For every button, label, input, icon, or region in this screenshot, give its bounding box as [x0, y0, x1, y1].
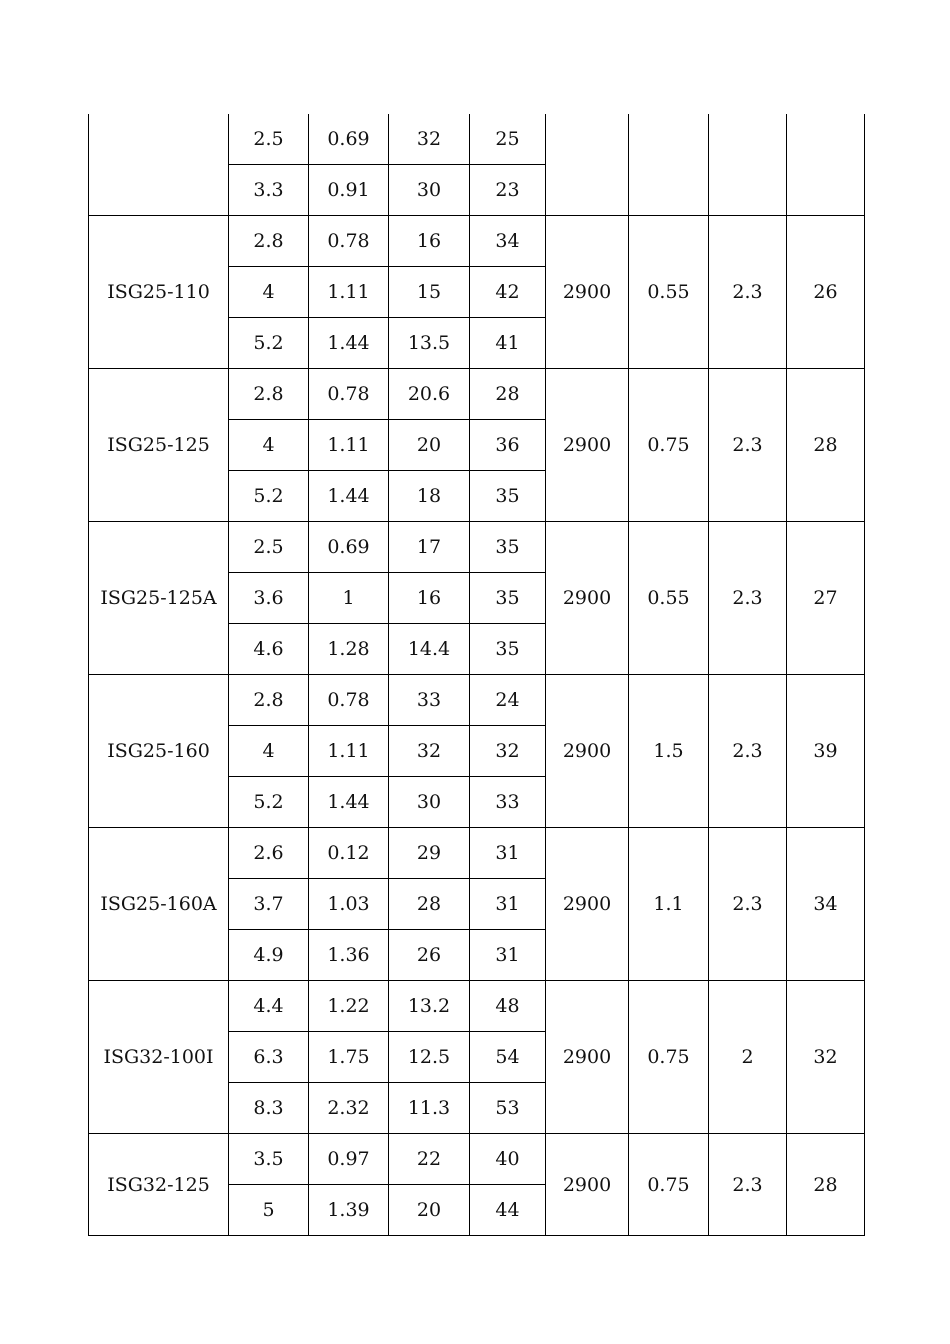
flow-ls-cell: 1.22 — [309, 981, 389, 1032]
efficiency-cell: 31 — [470, 879, 546, 930]
speed-cell — [546, 114, 629, 216]
flow-cell: 4.4 — [229, 981, 309, 1032]
flow-cell: 2.8 — [229, 216, 309, 267]
head-cell: 29 — [389, 828, 470, 879]
pump-spec-table — [88, 114, 865, 1236]
flow-cell: 5.2 — [229, 471, 309, 522]
npsh-cell — [709, 114, 787, 216]
power-cell: 0.55 — [629, 216, 709, 369]
head-cell: 18 — [389, 471, 470, 522]
speed-cell: 2900 — [546, 675, 629, 828]
weight-cell: 32 — [787, 981, 865, 1134]
speed-cell: 2900 — [546, 828, 629, 981]
speed-cell: 2900 — [546, 216, 629, 369]
head-cell: 11.3 — [389, 1083, 470, 1134]
flow-ls-cell: 1.44 — [309, 777, 389, 828]
power-cell: 0.75 — [629, 981, 709, 1134]
speed-cell: 2900 — [546, 369, 629, 522]
head-cell: 26 — [389, 930, 470, 981]
flow-cell: 5 — [229, 1185, 309, 1236]
efficiency-cell: 48 — [470, 981, 546, 1032]
efficiency-cell: 35 — [470, 573, 546, 624]
flow-cell: 6.3 — [229, 1032, 309, 1083]
power-cell: 1.5 — [629, 675, 709, 828]
head-cell: 16 — [389, 216, 470, 267]
head-cell: 16 — [389, 573, 470, 624]
table-row — [89, 216, 865, 267]
weight-cell: 26 — [787, 216, 865, 369]
head-cell: 13.5 — [389, 318, 470, 369]
model-cell: ISG32-100I — [89, 981, 229, 1134]
flow-ls-cell: 0.78 — [309, 369, 389, 420]
flow-ls-cell: 0.69 — [309, 114, 389, 165]
head-cell: 22 — [389, 1134, 470, 1185]
efficiency-cell: 24 — [470, 675, 546, 726]
weight-cell: 27 — [787, 522, 865, 675]
speed-cell: 2900 — [546, 1134, 629, 1236]
speed-cell: 2900 — [546, 981, 629, 1134]
table-row — [89, 981, 865, 1032]
model-cell — [89, 114, 229, 216]
flow-cell: 4.9 — [229, 930, 309, 981]
head-cell: 13.2 — [389, 981, 470, 1032]
flow-ls-cell: 0.69 — [309, 522, 389, 573]
npsh-cell: 2.3 — [709, 369, 787, 522]
head-cell: 30 — [389, 777, 470, 828]
flow-ls-cell: 1.11 — [309, 726, 389, 777]
flow-cell: 5.2 — [229, 318, 309, 369]
efficiency-cell: 35 — [470, 471, 546, 522]
power-cell: 0.55 — [629, 522, 709, 675]
efficiency-cell: 33 — [470, 777, 546, 828]
efficiency-cell: 40 — [470, 1134, 546, 1185]
efficiency-cell: 34 — [470, 216, 546, 267]
head-cell: 14.4 — [389, 624, 470, 675]
flow-ls-cell: 1 — [309, 573, 389, 624]
flow-cell: 3.7 — [229, 879, 309, 930]
table-row — [89, 114, 865, 165]
model-cell: ISG25-110 — [89, 216, 229, 369]
model-cell: ISG25-160A — [89, 828, 229, 981]
head-cell: 33 — [389, 675, 470, 726]
efficiency-cell: 28 — [470, 369, 546, 420]
flow-cell: 3.3 — [229, 165, 309, 216]
flow-ls-cell: 1.28 — [309, 624, 389, 675]
model-cell: ISG25-125 — [89, 369, 229, 522]
efficiency-cell: 31 — [470, 828, 546, 879]
flow-ls-cell: 1.44 — [309, 318, 389, 369]
head-cell: 12.5 — [389, 1032, 470, 1083]
weight-cell: 28 — [787, 369, 865, 522]
head-cell: 32 — [389, 726, 470, 777]
head-cell: 15 — [389, 267, 470, 318]
table-row — [89, 1134, 865, 1185]
head-cell: 28 — [389, 879, 470, 930]
efficiency-cell: 31 — [470, 930, 546, 981]
efficiency-cell: 32 — [470, 726, 546, 777]
flow-ls-cell: 1.39 — [309, 1185, 389, 1236]
efficiency-cell: 23 — [470, 165, 546, 216]
flow-ls-cell: 1.75 — [309, 1032, 389, 1083]
flow-cell: 5.2 — [229, 777, 309, 828]
table-row — [89, 522, 865, 573]
weight-cell: 28 — [787, 1134, 865, 1236]
flow-ls-cell: 0.91 — [309, 165, 389, 216]
weight-cell: 39 — [787, 675, 865, 828]
flow-ls-cell: 2.32 — [309, 1083, 389, 1134]
flow-cell: 3.5 — [229, 1134, 309, 1185]
table-row — [89, 369, 865, 420]
table-row — [89, 828, 865, 879]
flow-cell: 4 — [229, 420, 309, 471]
head-cell: 32 — [389, 114, 470, 165]
weight-cell: 34 — [787, 828, 865, 981]
power-cell — [629, 114, 709, 216]
efficiency-cell: 35 — [470, 624, 546, 675]
flow-ls-cell: 0.12 — [309, 828, 389, 879]
flow-ls-cell: 1.11 — [309, 420, 389, 471]
efficiency-cell: 25 — [470, 114, 546, 165]
head-cell: 20.6 — [389, 369, 470, 420]
flow-ls-cell: 1.44 — [309, 471, 389, 522]
flow-cell: 2.6 — [229, 828, 309, 879]
model-cell: ISG32-125 — [89, 1134, 229, 1236]
npsh-cell: 2 — [709, 981, 787, 1134]
power-cell: 0.75 — [629, 369, 709, 522]
flow-cell: 2.5 — [229, 522, 309, 573]
flow-cell: 4 — [229, 726, 309, 777]
head-cell: 20 — [389, 420, 470, 471]
flow-ls-cell: 0.78 — [309, 675, 389, 726]
head-cell: 20 — [389, 1185, 470, 1236]
weight-cell — [787, 114, 865, 216]
npsh-cell: 2.3 — [709, 675, 787, 828]
flow-cell: 2.5 — [229, 114, 309, 165]
flow-cell: 3.6 — [229, 573, 309, 624]
efficiency-cell: 54 — [470, 1032, 546, 1083]
efficiency-cell: 41 — [470, 318, 546, 369]
head-cell: 30 — [389, 165, 470, 216]
efficiency-cell: 36 — [470, 420, 546, 471]
npsh-cell: 2.3 — [709, 522, 787, 675]
power-cell: 0.75 — [629, 1134, 709, 1236]
table-body — [89, 114, 865, 1236]
efficiency-cell: 42 — [470, 267, 546, 318]
flow-cell: 4.6 — [229, 624, 309, 675]
flow-ls-cell: 1.11 — [309, 267, 389, 318]
head-cell: 17 — [389, 522, 470, 573]
flow-ls-cell: 1.36 — [309, 930, 389, 981]
npsh-cell: 2.3 — [709, 828, 787, 981]
flow-ls-cell: 0.97 — [309, 1134, 389, 1185]
flow-ls-cell: 0.78 — [309, 216, 389, 267]
model-cell: ISG25-125A — [89, 522, 229, 675]
flow-cell: 8.3 — [229, 1083, 309, 1134]
flow-cell: 2.8 — [229, 369, 309, 420]
model-cell: ISG25-160 — [89, 675, 229, 828]
flow-cell: 4 — [229, 267, 309, 318]
efficiency-cell: 53 — [470, 1083, 546, 1134]
efficiency-cell: 44 — [470, 1185, 546, 1236]
table-row — [89, 675, 865, 726]
efficiency-cell: 35 — [470, 522, 546, 573]
npsh-cell: 2.3 — [709, 216, 787, 369]
speed-cell: 2900 — [546, 522, 629, 675]
flow-ls-cell: 1.03 — [309, 879, 389, 930]
power-cell: 1.1 — [629, 828, 709, 981]
npsh-cell: 2.3 — [709, 1134, 787, 1236]
flow-cell: 2.8 — [229, 675, 309, 726]
